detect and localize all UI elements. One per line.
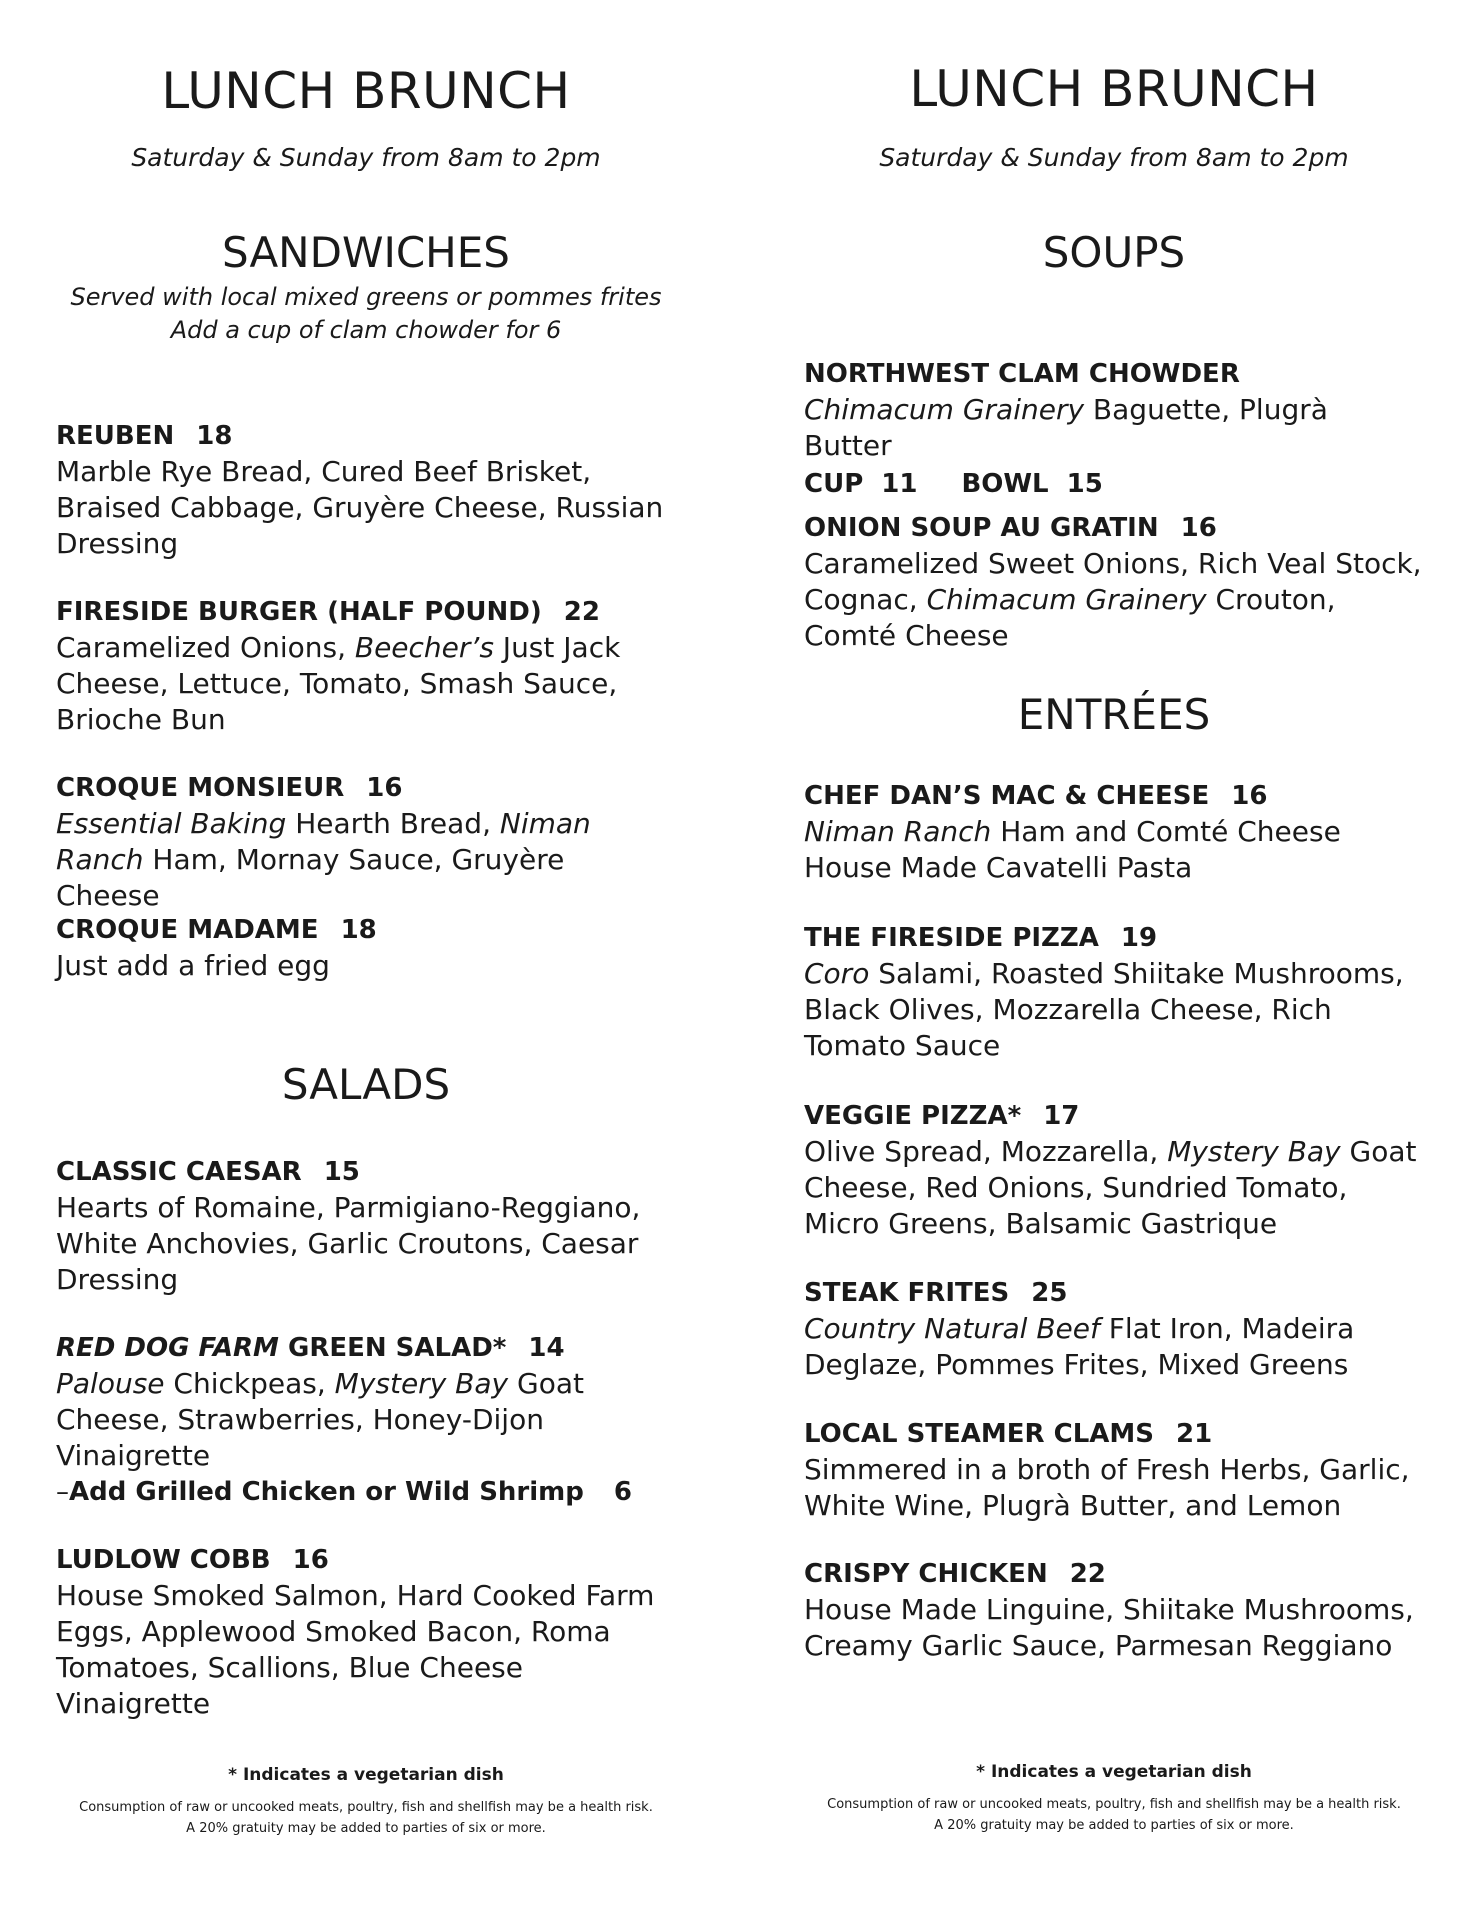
item-name: THE FIRESIDE PIZZA [804,923,1099,953]
item-name: RED DOG FARM GREEN SALAD* [56,1333,507,1363]
item-add-on: –Add Grilled Chicken or Wild Shrimp 6 [56,1477,632,1507]
item-description: Chimacum Grainery Baguette, Plugrà Butter [804,393,1328,462]
item-name: ONION SOUP AU GRATIN [804,513,1159,543]
footer [804,1762,1424,1836]
item-name: CROQUE MONSIEUR [56,773,345,803]
section-heading-sandwiches: SANDWICHES [222,228,510,277]
item-price: 16 [1231,781,1268,811]
item-name: CROQUE MADAME [56,915,319,945]
section-heading-salads: SALADS [281,1060,451,1109]
footer [56,1765,676,1839]
item-price: 21 [1175,1419,1213,1449]
item-description: Marble Rye Bread, Cured Beef Brisket, Braised Cabbage, Gruyère Cheese, Russian Dressing [56,455,664,560]
menu-item-onion-soup [804,510,1424,654]
item-name: REUBEN [56,421,175,451]
item-name: VEGGIE PIZZA* [804,1101,1022,1131]
menu-item-veggie-pizza [804,1098,1424,1242]
menu-item-reuben [56,418,676,562]
item-name: LUDLOW COBB [56,1545,271,1575]
menu-item-steak-frites [804,1275,1424,1383]
item-price: 16 [292,1545,329,1575]
item-description: Simmered in a broth of Fresh Herbs, Garlic, White Wine, Plugrà Butter, and Lemon [804,1453,1410,1522]
menu-item-classic-caesar [56,1154,676,1298]
section-heading-entrees: ENTRÉES [1017,690,1211,739]
menu-item-croque-madame [56,912,676,984]
health-warning: Consumption of raw or uncooked meats, poultry, fish and shellfish may be a health risk. [79,1800,653,1815]
menu-item-mac-and-cheese [804,778,1424,886]
item-price: 17 [1043,1101,1080,1131]
health-warning: Consumption of raw or uncooked meats, poultry, fish and shellfish may be a health risk. [827,1797,1401,1812]
item-price: 18 [340,915,377,945]
gratuity-note: A 20% gratuity may be added to parties of six or more. [186,1821,546,1836]
item-price: 15 [323,1157,360,1187]
gratuity-note: A 20% gratuity may be added to parties of six or more. [934,1818,1294,1833]
item-description: House Smoked Salmon, Hard Cooked Farm Eggs, Applewood Smoked Bacon, Roma Tomatoes, Scallions, Blue Cheese Vinaigrette [56,1579,655,1720]
page-title: LUNCH BRUNCH [161,62,571,120]
item-description: House Made Linguine, Shiitake Mushrooms, Creamy Garlic Sauce, Parmesan Reggiano [804,1593,1414,1662]
item-price: 16 [1180,513,1217,543]
item-name: STEAK FRITES [804,1278,1010,1308]
page-title: LUNCH BRUNCH [909,60,1319,118]
item-price: 16 [366,773,403,803]
menu-item-fireside-pizza [804,920,1424,1064]
page-subtitle: Saturday & Sunday from 8am to 2pm [131,143,601,172]
item-name: CLASSIC CAESAR [56,1157,302,1187]
section-heading-soups: SOUPS [1042,228,1186,277]
page-subtitle: Saturday & Sunday from 8am to 2pm [879,143,1349,172]
menu-item-croque-monsieur [56,770,676,914]
item-description: Palouse Chickpeas, Mystery Bay Goat Cheese, Strawberries, Honey-Dijon Vinaigrette [56,1367,584,1472]
item-description: Caramelized Sweet Onions, Rich Veal Stock, Cognac, Chimacum Grainery Crouton, Comté Cheese [804,547,1422,652]
item-name: CHEF DAN’S MAC & CHEESE [804,781,1210,811]
item-description: Olive Spread, Mozzarella, Mystery Bay Goat Cheese, Red Onions, Sundried Tomato, Micro Greens, Balsamic Gastrique [804,1135,1417,1240]
vegetarian-note: * Indicates a vegetarian dish [976,1762,1252,1782]
vegetarian-note: * Indicates a vegetarian dish [228,1765,504,1785]
menu-item-ludlow-cobb [56,1542,676,1722]
item-price: 22 [563,597,600,627]
item-sizes: CUP 11 BOWL 15 [804,469,1103,499]
sandwiches-note-chowder: Add a cup of clam chowder for 6 [170,316,562,344]
menu-item-fireside-burger [56,594,676,738]
item-description: Country Natural Beef Flat Iron, Madeira Deglaze, Pommes Frites, Mixed Greens [804,1312,1355,1381]
item-name: FIRESIDE BURGER (HALF POUND) [56,597,542,627]
item-description: Caramelized Onions, Beecher’s Just Jack Cheese, Lettuce, Tomato, Smash Sauce, Brioche Bun [56,631,621,736]
item-description: Hearts of Romaine, Parmigiano-Reggiano, White Anchovies, Garlic Croutons, Caesar Dressing [56,1191,641,1296]
item-name: NORTHWEST CLAM CHOWDER [804,359,1240,389]
sandwiches-note-sides: Served with local mixed greens or pommes frites [70,283,662,311]
item-price: 19 [1120,923,1158,953]
item-price: 14 [528,1333,565,1363]
item-description: Niman Ranch Ham and Comté Cheese House Made Cavatelli Pasta [804,815,1341,884]
item-description: Just add a fried egg [56,949,330,982]
menu-item-clam-chowder [804,356,1424,504]
item-name: LOCAL STEAMER CLAMS [804,1419,1154,1449]
item-description: Essential Baking Hearth Bread, Niman Ranch Ham, Mornay Sauce, Gruyère Cheese [56,807,591,912]
menu-item-steamer-clams [804,1416,1424,1524]
item-price: 22 [1069,1559,1106,1589]
item-description: Coro Salami, Roasted Shiitake Mushrooms, Black Olives, Mozzarella Cheese, Rich Tomato Sauce [804,957,1404,1062]
menu-item-green-salad [56,1330,676,1510]
item-price: 25 [1031,1278,1068,1308]
menu-item-crispy-chicken [804,1556,1424,1664]
item-name: CRISPY CHICKEN [804,1559,1048,1589]
item-price: 18 [196,421,233,451]
